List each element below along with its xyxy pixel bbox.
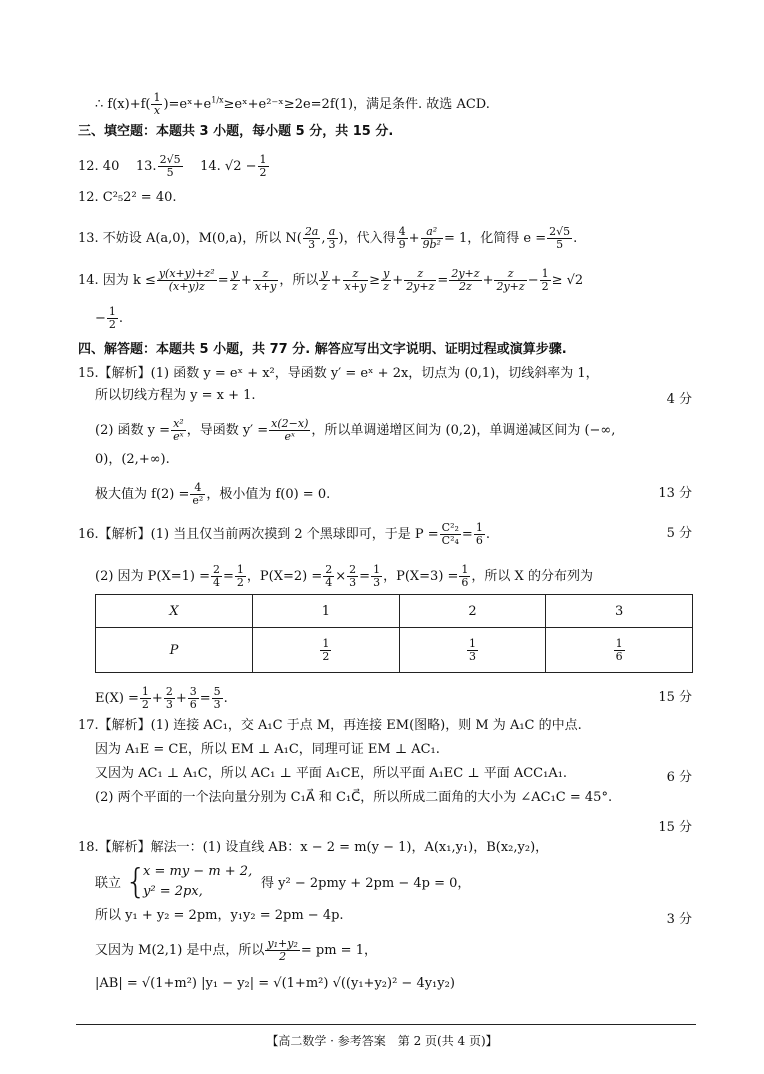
text: 13. 不妨设 A(a,0)，M(0,a)，所以 N( xyxy=(78,231,302,246)
solution-13: 13. 不妨设 A(a,0)，M(0,a)，所以 N( $\frac{2a}{3}$ , $\frac{a}{3}$ )，代入得 $\frac{4}{9}$ + $\frac{\text{a²}}{\text{9b²}}$ = 1，化简得 e = $\frac{2√5}{5}$ . xyxy=(78,225,578,251)
text: E(X) = xyxy=(95,691,139,706)
solution-15-part2 xyxy=(95,418,615,443)
denominator: z xyxy=(321,280,328,293)
table-cell: 2 xyxy=(399,595,546,628)
denominator: 4 xyxy=(325,576,333,589)
answer-12: 12. 40 xyxy=(78,159,120,174)
numerator: 1 xyxy=(322,636,330,650)
fraction xyxy=(347,564,358,589)
fraction xyxy=(235,564,246,589)
denominator: 2 xyxy=(236,576,244,589)
denominator: 3 xyxy=(468,649,476,663)
fraction xyxy=(253,268,279,293)
operator: = xyxy=(199,691,211,706)
numerator: 1 xyxy=(541,267,549,280)
exponent: 1/x xyxy=(211,95,224,105)
numerator: 2y+z xyxy=(451,267,480,280)
denominator: 2 xyxy=(259,166,267,179)
fraction xyxy=(343,268,369,293)
table-cell: 1 xyxy=(253,595,400,628)
solution-12: 12. C²₅2² = 40. xyxy=(78,190,177,205)
fraction xyxy=(494,268,526,293)
text: 极大值为 f(2) = xyxy=(95,487,190,502)
denominator: 2y+z xyxy=(406,280,435,293)
table-cell: 3 xyxy=(546,595,693,628)
denominator: 6 xyxy=(189,698,197,711)
score: 6 分 xyxy=(666,770,692,785)
equation: x = my − m + 2, xyxy=(143,864,253,879)
operator: − xyxy=(527,273,539,288)
numerator: a² xyxy=(421,226,443,239)
denominator: 4 xyxy=(213,576,221,589)
operator: + xyxy=(175,691,187,706)
fraction xyxy=(467,638,478,663)
numerator: 1 xyxy=(373,563,381,576)
numerator: z xyxy=(404,268,436,281)
fraction xyxy=(269,418,310,443)
operator: . xyxy=(118,311,124,326)
numerator: 1 xyxy=(461,563,469,576)
solution-18-line1: 18.【解析】解法一：(1) 设直线 AB：x − 2 = m(y − 1)，A(x₁,y₁)，B(x₂,y₂)， xyxy=(78,840,549,855)
numerator: y(x+y)+z² xyxy=(158,267,215,280)
numerator: 1 xyxy=(468,636,476,650)
denominator: 6 xyxy=(461,576,469,589)
fraction xyxy=(547,226,572,251)
numerator: y xyxy=(321,267,328,280)
numerator: y₁+y₂ xyxy=(267,937,298,950)
numerator: 1 xyxy=(141,685,149,698)
text: = 1，化简得 e = xyxy=(443,231,547,246)
numerator: 2√5 xyxy=(159,153,181,166)
fraction xyxy=(404,268,436,293)
score: 4 分 xyxy=(666,392,692,407)
operator: = xyxy=(461,527,473,542)
text: ，所以 X 的分布列为 xyxy=(471,569,593,584)
equation: y² = 2px, xyxy=(143,884,203,899)
fraction xyxy=(327,226,338,251)
operator: + xyxy=(392,273,404,288)
text: ≥eˣ+e²⁻ˣ≥2e=2f(1)，满足条件. 故选 ACD. xyxy=(223,97,490,112)
text: )，代入得 xyxy=(338,231,396,246)
solution-17-line4: (2) 两个平面的一个法向量分别为 C₁A⃗ 和 C₁C⃗，所以所成二面角的大小为 ∠AC₁C = 45°. xyxy=(95,790,613,805)
text: ，P(X=2) = xyxy=(246,569,323,584)
solution-18-vieta: 所以 y₁ + y₂ = 2pm，y₁y₂ = 2pm − 4p. xyxy=(95,908,344,923)
numerator: 1 xyxy=(108,305,116,318)
line-conclusion xyxy=(95,92,490,117)
numerator: 5 xyxy=(213,685,221,698)
fraction xyxy=(258,154,269,179)
fraction xyxy=(320,638,331,663)
denominator: C²₄ xyxy=(441,534,459,547)
text: (2) 函数 y = xyxy=(95,423,171,438)
denominator: x xyxy=(153,104,161,117)
denominator: 3 xyxy=(349,576,357,589)
fraction xyxy=(164,686,175,711)
denominator: 5 xyxy=(556,238,564,251)
fraction xyxy=(212,686,223,711)
fraction xyxy=(230,268,240,293)
fraction xyxy=(371,564,382,589)
numerator: 2 xyxy=(213,563,221,576)
denominator: 5 xyxy=(166,166,174,179)
section-3-heading: 三、填空题：本题共 3 小题，每小题 5 分，共 15 分. xyxy=(78,124,394,139)
text: ≥ xyxy=(369,273,381,288)
text: 又因为 M(2,1) 是中点，所以 xyxy=(95,943,265,958)
fraction xyxy=(171,418,186,443)
fraction xyxy=(190,482,205,507)
numerator: y xyxy=(231,267,238,280)
denominator: x+y xyxy=(254,280,277,293)
denominator: 3 xyxy=(213,698,221,711)
solution-16-expectation xyxy=(95,686,228,711)
fraction xyxy=(397,226,408,251)
text: ∴ f(x)+f( xyxy=(95,97,151,112)
numerator: 1 xyxy=(475,521,483,534)
operator: + xyxy=(240,273,252,288)
solution-15-part1: 15.【解析】(1) 函数 y = eˣ + x²，导函数 y′ = eˣ + 2x，切点为 (0,1)，切线斜率为 1， xyxy=(78,366,599,381)
operator: = xyxy=(359,569,371,584)
numerator: 2 xyxy=(165,685,173,698)
text: ≥ √2 xyxy=(551,273,584,288)
numerator: 1 xyxy=(259,153,267,166)
fraction xyxy=(265,938,299,963)
text: − xyxy=(95,311,106,326)
solution-14 xyxy=(78,268,583,293)
operator: . xyxy=(485,527,490,542)
denominator: 2 xyxy=(279,950,287,963)
solution-17-line3: 又因为 AC₁ ⊥ A₁C，所以 AC₁ ⊥ 平面 A₁CE，所以平面 A₁EC ⊥ 平面 ACC₁A₁. xyxy=(95,766,568,781)
fraction xyxy=(158,154,183,179)
denominator: z xyxy=(383,280,390,293)
fraction xyxy=(323,564,334,589)
score: 5 分 xyxy=(666,526,692,541)
solution-17-line2: 因为 A₁E = CE，所以 EM ⊥ A₁C，同理可证 EM ⊥ AC₁. xyxy=(95,742,440,757)
solution-14-cont xyxy=(95,306,123,331)
table-cell xyxy=(253,628,400,673)
solution-17-line1: 17.【解析】(1) 连接 AC₁，交 A₁C 于点 M，再连接 EM(图略)，则 M 为 A₁C 的中点. xyxy=(78,718,582,733)
numerator: x(2−x) xyxy=(271,417,309,430)
text: = xyxy=(217,273,229,288)
operator: + xyxy=(330,273,342,288)
operator: + xyxy=(408,231,420,246)
denominator: (x+y)z xyxy=(168,280,205,293)
denominator: eˣ xyxy=(173,430,184,443)
page-footer: 【高二数学 · 参考答案 第 2 页(共 4 页)】 xyxy=(266,1034,498,1048)
denominator: 3 xyxy=(328,238,336,251)
fraction xyxy=(319,268,329,293)
fraction xyxy=(459,564,470,589)
fraction xyxy=(474,522,485,547)
numerator: 1 xyxy=(236,563,244,576)
table-cell xyxy=(546,628,693,673)
table-cell xyxy=(399,628,546,673)
fraction xyxy=(140,686,151,711)
denominator: 2z xyxy=(459,280,472,293)
numerator: 1 xyxy=(615,636,623,650)
denominator: z xyxy=(231,280,238,293)
solution-15-extrema xyxy=(95,482,330,507)
short-answers xyxy=(78,154,270,179)
text: 14. 因为 k ≤ xyxy=(78,273,156,288)
numerator: 2a xyxy=(304,225,319,238)
denominator: 2 xyxy=(141,698,149,711)
denominator: 9b² xyxy=(422,238,441,251)
table-row xyxy=(96,595,693,628)
solution-15-intervals: 0)，(2,+∞). xyxy=(95,452,170,467)
numerator: C²₂ xyxy=(441,521,459,534)
fraction xyxy=(303,226,321,251)
numerator: 3 xyxy=(189,685,197,698)
text: ，极小值为 f(0) = 0. xyxy=(206,487,331,502)
operator: × xyxy=(335,569,347,584)
text: 得 y² − 2pmy + 2pm − 4p = 0， xyxy=(261,876,471,891)
numerator: 2 xyxy=(349,563,357,576)
operator: . xyxy=(223,691,228,706)
text: )=eˣ+e xyxy=(163,97,212,112)
denominator: eˣ xyxy=(284,430,295,443)
fraction xyxy=(614,638,625,663)
fraction xyxy=(440,522,461,547)
solution-18-chord-length: |AB| = √(1+m²) |y₁ − y₂| = √(1+m²) √((y₁+y₂)² − 4y₁y₂) xyxy=(95,976,455,991)
fraction xyxy=(211,564,222,589)
solution-15-tangent: 所以切线方程为 y = x + 1. xyxy=(95,388,256,403)
score: 15 分 xyxy=(658,690,692,705)
numerator: 1 xyxy=(153,91,161,104)
numerator: 4 xyxy=(398,225,406,238)
footer-divider xyxy=(76,1024,696,1025)
section-4-heading: 四、解答题：本题共 5 小题，共 77 分. 解答应写出文字说明、证明过程或演算步骤. xyxy=(78,342,567,357)
fraction xyxy=(157,268,217,293)
text: = pm = 1， xyxy=(300,943,377,958)
denominator: 2y+z xyxy=(496,280,525,293)
answer-13-label: 13. xyxy=(135,159,157,174)
text: 16.【解析】(1) 当且仅当前两次摸到 2 个黑球即可，于是 P = xyxy=(78,527,439,542)
denominator: 2 xyxy=(108,318,116,331)
denominator: 3 xyxy=(165,698,173,711)
text: ，所以 xyxy=(279,273,319,288)
text: ，导函数 y′ = xyxy=(186,423,269,438)
brace-icon: { xyxy=(125,862,147,902)
table-header-cell: P xyxy=(96,628,253,673)
text: 联立 xyxy=(95,876,122,891)
score: 13 分 xyxy=(658,486,692,501)
numerator: 4 xyxy=(190,482,205,495)
score: 15 分 xyxy=(658,820,692,835)
text: (2) 因为 P(X=1) = xyxy=(95,569,211,584)
fraction xyxy=(381,268,391,293)
operator: = xyxy=(223,569,234,584)
solution-18-midpoint xyxy=(95,938,377,963)
score: 3 分 xyxy=(666,912,692,927)
denominator: 6 xyxy=(475,534,483,547)
operator: + xyxy=(482,273,494,288)
denominator: 2 xyxy=(541,280,549,293)
fraction xyxy=(540,268,551,293)
denominator: x+y xyxy=(344,280,367,293)
denominator: 9 xyxy=(398,238,406,251)
fraction xyxy=(107,306,118,331)
numerator: x² xyxy=(173,417,184,430)
table-row xyxy=(96,628,693,673)
numerator: a xyxy=(327,226,338,239)
numerator: 2 xyxy=(325,563,333,576)
solution-16-part1 xyxy=(78,522,490,547)
denominator: e² xyxy=(192,494,204,507)
operator: + xyxy=(151,691,163,706)
fraction xyxy=(421,226,443,251)
fraction xyxy=(151,92,162,117)
numerator: y xyxy=(383,267,390,280)
table-header-cell: X xyxy=(96,595,253,628)
text: = xyxy=(437,273,449,288)
denominator: 6 xyxy=(615,649,623,663)
text: ，所以单调递增区间为 (0,2)，单调递减区间为 (−∞, xyxy=(311,423,616,438)
distribution-table xyxy=(95,594,693,673)
numerator: z xyxy=(343,268,369,281)
fraction xyxy=(449,268,481,293)
text: ，P(X=3) = xyxy=(383,569,459,584)
answer-14-label: 14. √2 − xyxy=(200,159,257,174)
fraction xyxy=(188,686,199,711)
numerator: 2√5 xyxy=(549,225,571,238)
operator: . xyxy=(573,231,578,246)
solution-16-part2 xyxy=(95,564,593,589)
denominator: 3 xyxy=(373,576,381,589)
numerator: z xyxy=(253,268,279,281)
denominator: 3 xyxy=(308,238,316,251)
denominator: 2 xyxy=(322,649,330,663)
numerator: z xyxy=(494,268,526,281)
